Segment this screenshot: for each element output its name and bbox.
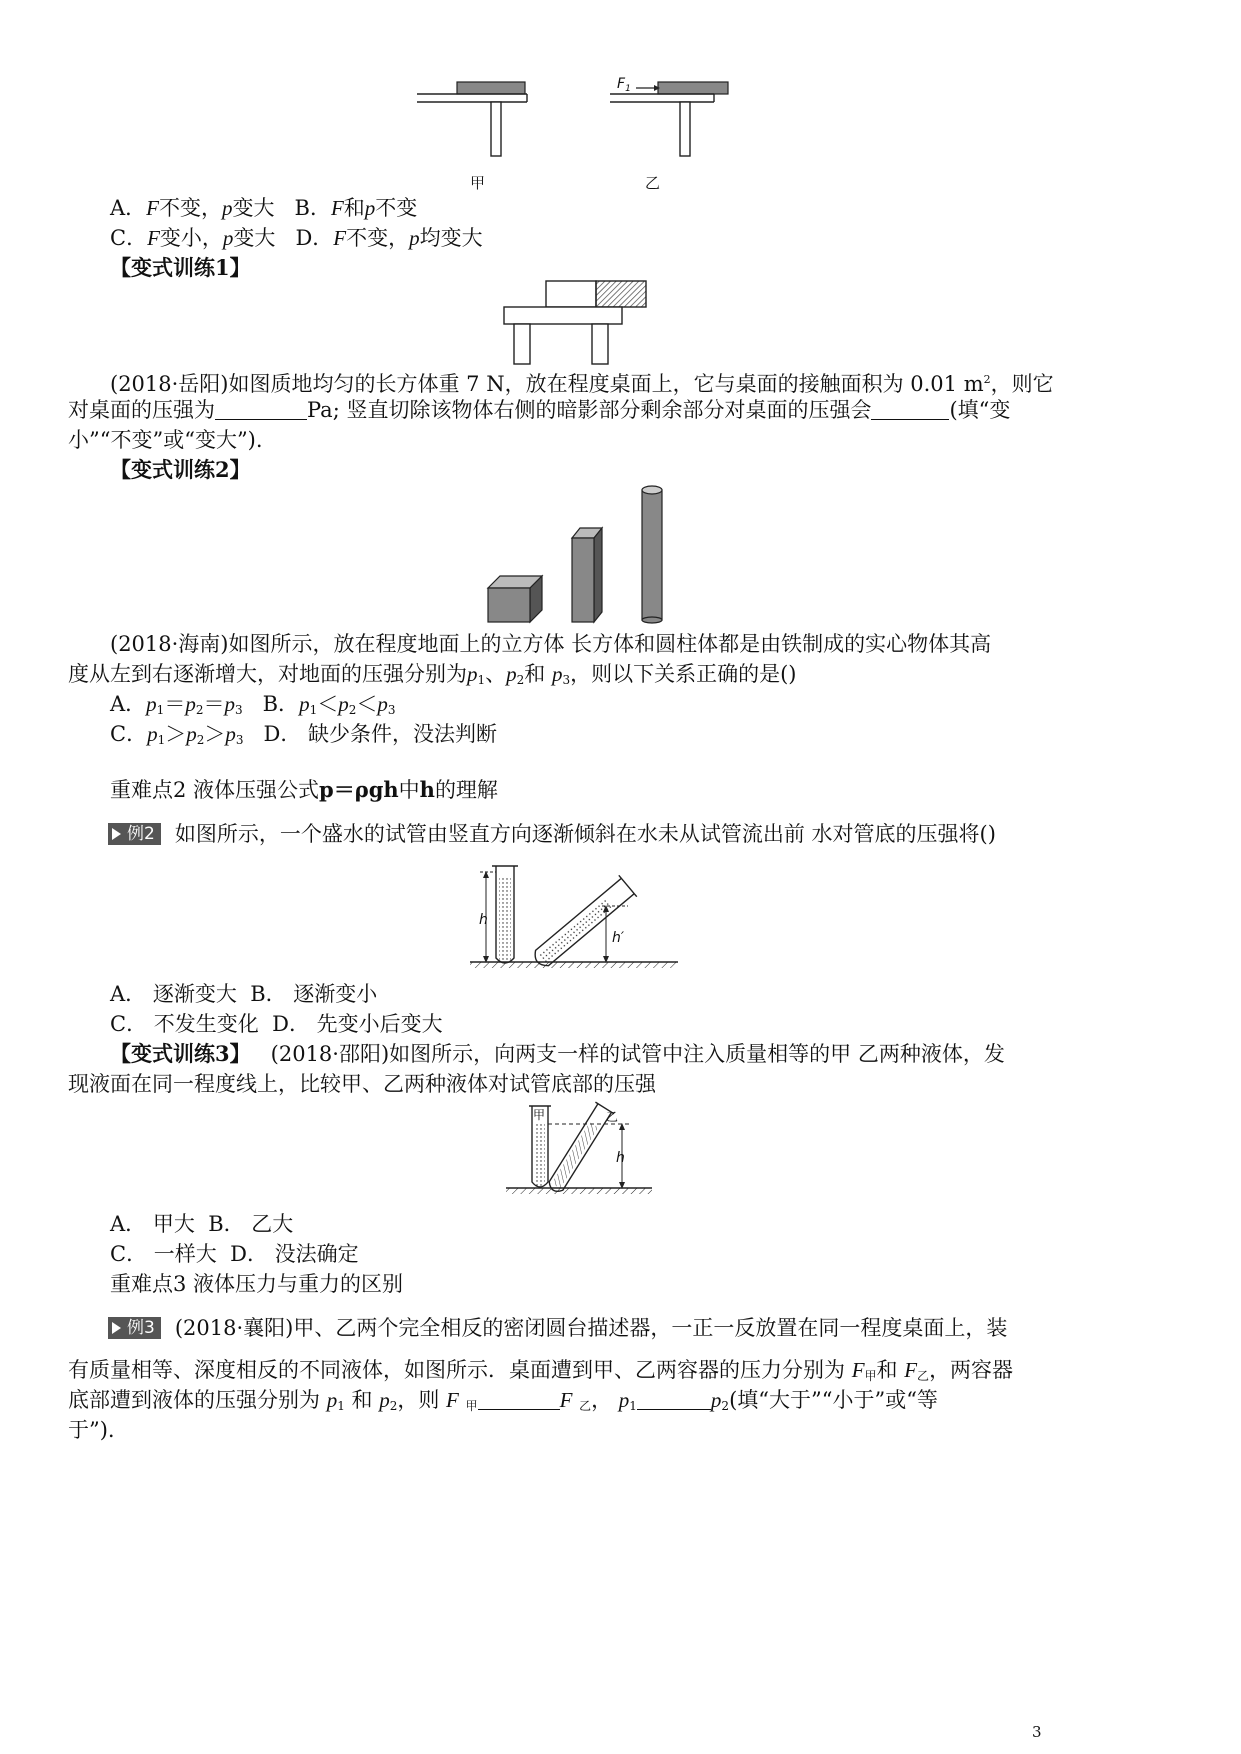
train2-options-cd: C．$p_1>p_2>p_3$ D． 缺少条件，没法判断 [110, 722, 498, 747]
train2-line-1: (2018·海南)如图所示，放在程度地面上的立方体 长方体和圆柱体都是由铁制成的实心物体其高 [110, 632, 992, 656]
triangle-icon [112, 1322, 121, 1334]
option-c-d: C．F变小，p变大 D．F不变，p均变大 [110, 226, 483, 250]
example2-question: 例2 如图所示，一个盛水的试管由竖直方向逐渐倾斜在水未从试管流出前 水对管底的压强将() [108, 820, 996, 848]
example-tag: 例3 [108, 1317, 161, 1339]
page-number: 3 [1032, 1723, 1042, 1741]
figure-test-tubes-jia-yi [504, 1100, 656, 1200]
tube-label-jia: 甲 [533, 1108, 546, 1122]
answer-blank[interactable] [478, 1387, 560, 1410]
example-tag: 例2 [108, 823, 161, 845]
answer-blank[interactable] [637, 1387, 711, 1410]
train3-line-2: 现液面在同一程度线上，比较甲、乙两种液体对试管底部的压强 [68, 1072, 656, 1096]
example3-line-2: 有质量相等、深度相反的不同液体，如图所示．桌面遭到甲、乙两容器的压力分别为 $F_甲$和 $F_乙$，两容器 [68, 1358, 1014, 1383]
height-label-h: h [479, 912, 488, 928]
figure-block-on-table [500, 278, 650, 368]
triangle-icon [112, 828, 121, 840]
figure-cube-cuboid-cylinder [484, 484, 674, 624]
example3-line-4: 于”). [68, 1418, 115, 1442]
example2-options-ab: A． 逐渐变大 B． 逐渐变小 [110, 982, 378, 1006]
train1-heading: 【变式训练1】 [110, 255, 251, 280]
train1-line-3: 小”“不变”或“变大”). [68, 428, 263, 452]
train2-heading: 【变式训练2】 [110, 457, 251, 482]
figure-label-yi: 乙 [645, 174, 661, 192]
force-label: $F_1$ [617, 76, 631, 94]
option-a-b: A．F不变，p变大 B．F和p不变 [110, 196, 418, 220]
answer-blank[interactable] [215, 397, 307, 420]
example3-line-3: 底部遭到液体的压强分别为 $p_1$ 和 $p_2$，则 F $_甲$ F $_乙$， $p_1$ $p_2$(填“大于”“小于”或“等 [68, 1388, 938, 1413]
answer-blank[interactable] [871, 397, 949, 420]
figure-label-jia: 甲 [470, 174, 486, 192]
train1-line-1: (2018·岳阳)如图质地均匀的长方体重 7 N，放在程度桌面上，它与桌面的接触面积为 0.01 $m^2$，则它 [110, 372, 1054, 396]
example2-options-cd: C． 不发生变化 D． 先变小后变大 [110, 1012, 443, 1036]
tube-label-yi: 乙 [606, 1110, 619, 1124]
figure-test-tubes-tilt [466, 858, 682, 974]
train3-options-cd: C． 一样大 D． 没法确定 [110, 1242, 359, 1266]
train2-options-ab: A．$p_1=p_2=p_3$ B．$p_1<p_2<p_3$ [110, 692, 396, 717]
train3-options-ab: A． 甲大 B． 乙大 [110, 1212, 294, 1236]
figure-table-jia [415, 78, 535, 160]
train1-line-2: 对桌面的压强为 Pa; 竖直切除该物体右侧的暗影部分剩余部分对桌面的压强会 (填“变 [68, 398, 1011, 422]
train3-line-1: 【变式训练3】 (2018·邵阳)如图所示，向两支一样的试管中注入质量相等的甲 乙两种液体，发 [110, 1041, 1005, 1066]
train2-line-2: 度从左到右逐渐增大，对地面的压强分别为$p_1$、$p_2$和 $p_3$，则以下关系正确的是() [68, 662, 797, 687]
height-label-h-prime: h′ [612, 930, 625, 946]
height-label-h: h [616, 1150, 625, 1166]
key2-heading: 重难点2 液体压强公式p＝ρgh中h的理解 [110, 777, 498, 802]
key3-heading: 重难点3 液体压力与重力的区别 [110, 1272, 404, 1296]
example3-line-1: 例3 (2018·襄阳)甲、乙两个完全相反的密闭圆台描述器，一正一反放置在同一程度桌面上，装 [108, 1314, 1007, 1342]
